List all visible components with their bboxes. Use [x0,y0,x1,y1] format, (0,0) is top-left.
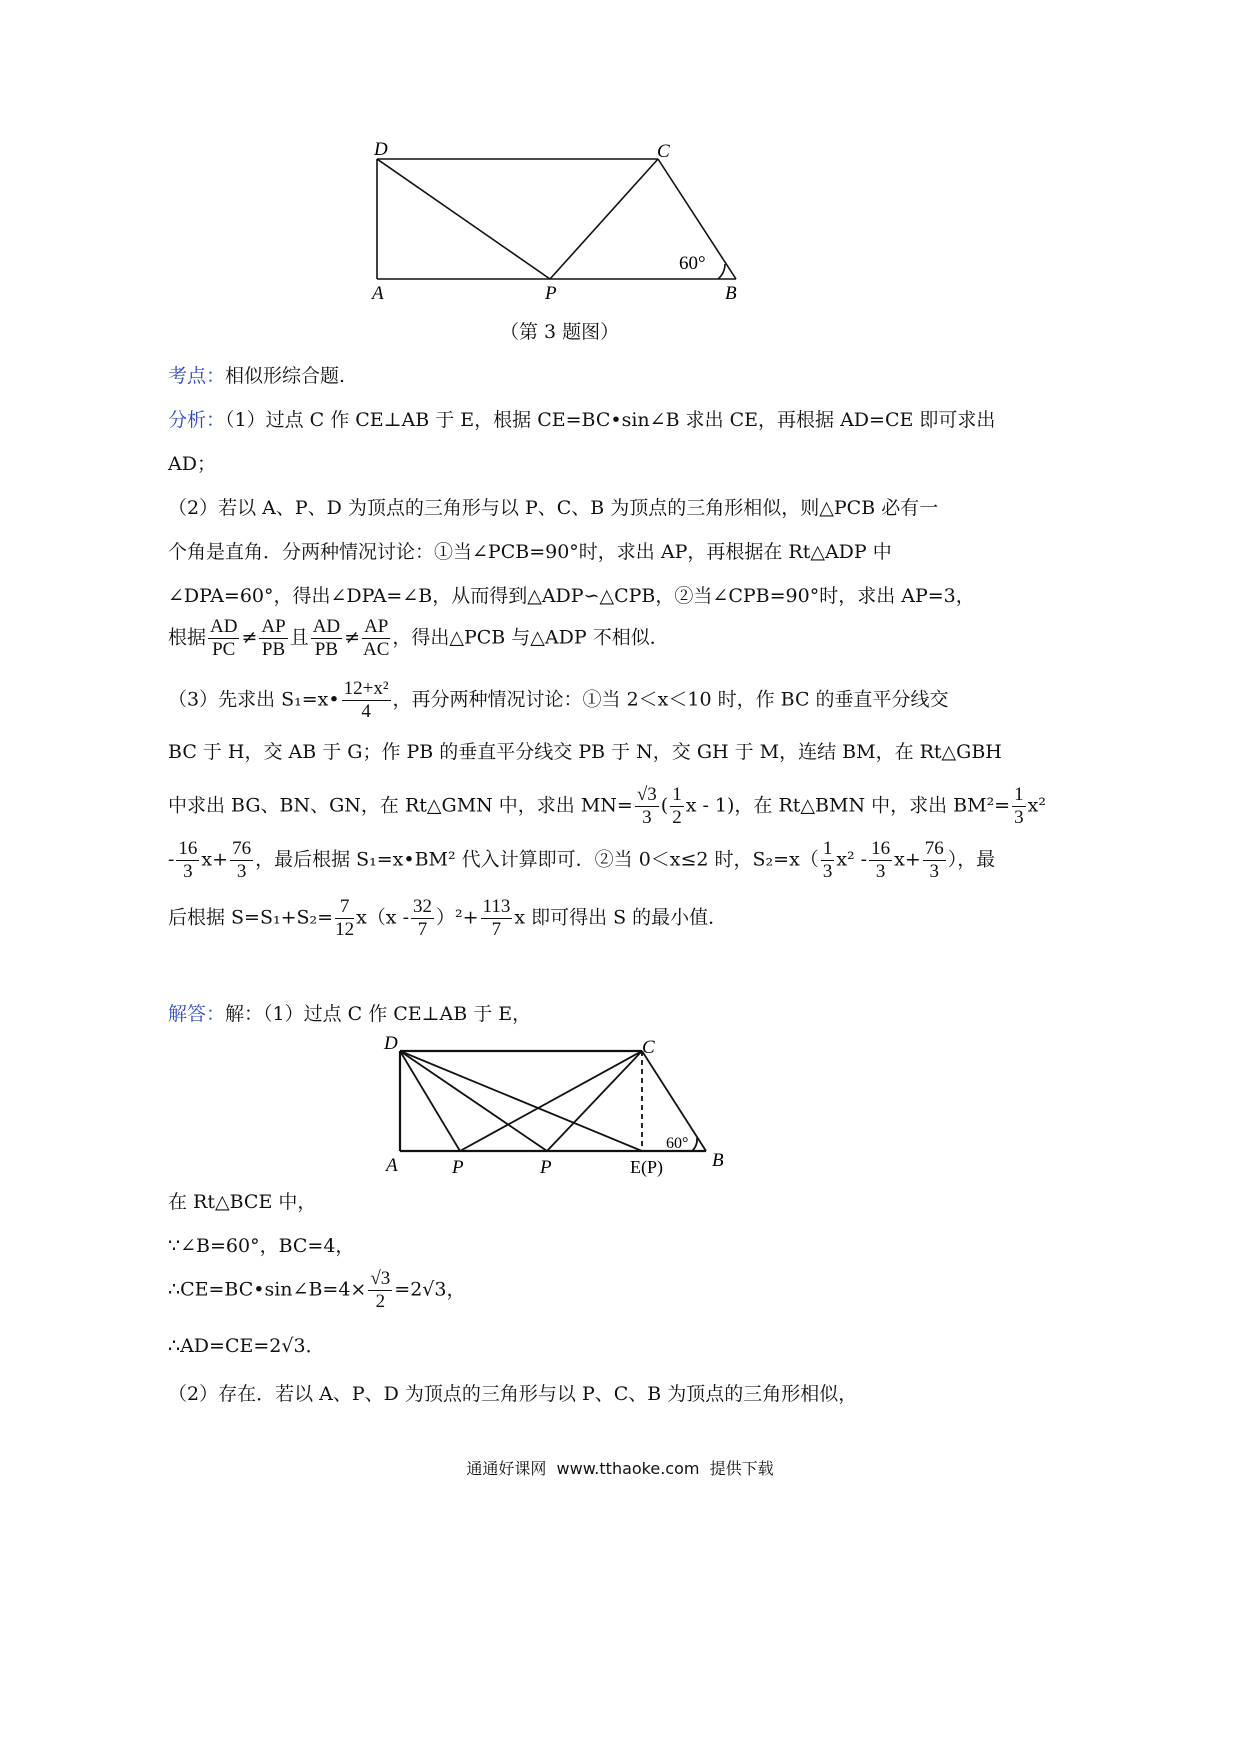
fig2-label-E: E(P) [630,1157,663,1177]
num: 76 [924,838,944,859]
text: x² - [836,848,868,871]
text: （3）先求出 S₁=x• [168,688,340,711]
den: 3 [183,861,193,882]
num: √3 [636,784,657,805]
fenxi-line-10 [168,838,995,883]
frac-ad-pc [208,616,239,661]
num: 1 [1014,784,1024,805]
frac-1-2 [670,784,684,829]
kaodian-line [168,362,345,390]
fenxi-line-11 [168,896,727,941]
frac-32-7 [411,896,434,941]
jieda-line-5: ∴AD=CE=2√3． [168,1335,325,1357]
fig2-label-P2: P [540,1157,552,1178]
text: ，最后根据 S₁=x•BM² 代入计算即可．②当 0＜x≤2 时，S₂=x（ [255,848,819,871]
jieda-line-1 [168,1000,531,1028]
figure-2-diagram [380,1030,740,1180]
text: x+ [201,848,229,871]
fig1-label-A: A [372,283,384,304]
den: PC [212,639,236,660]
num: √3 [370,1268,391,1289]
den: 7 [417,919,428,940]
fenxi-text-1: （1）过点 C 作 CE⊥AB 于 E，根据 CE=BC•sin∠B 求出 CE，再根据 AD=CE 即可求出 [225,409,996,431]
den: 3 [236,861,247,882]
kaodian-tag: 考点： [168,365,226,387]
text: ，得出△PCB 与△ADP 不相似． [392,626,669,649]
frac-r3-2 [368,1268,392,1313]
fig2-label-A: A [386,1155,398,1176]
neq: ≠ [344,626,361,649]
den: 3 [929,861,939,882]
fig2-label-B: B [712,1150,724,1171]
den: PB [314,639,339,660]
den: 3 [875,861,886,882]
jieda-line-2: 在 Rt△BCE 中， [168,1191,317,1213]
den: 4 [361,701,371,722]
fenxi-line-8: BC 于 H，交 AB 于 G；作 PB 的垂直平分线交 PB 于 N，交 GH 于 M，连结 BM，在 Rt△GBH [168,741,1002,763]
fig1-label-B: B [725,283,737,304]
num: 32 [412,896,432,917]
frac-16-3b [869,838,892,883]
frac-r3-3 [635,784,659,829]
text: ( [660,794,669,817]
figure-1-diagram [370,135,770,315]
fenxi-line-7 [168,678,949,723]
den: PB [261,639,286,660]
fenxi-line-5: ∠DPA=60°，得出∠DPA=∠B，从而得到△ADP∽△CPB，②当∠CPB=90°时，求出 AP=3， [168,585,975,607]
fig1-label-D: D [374,139,388,160]
num: AD [312,616,341,637]
frac-ad-pb [311,616,342,661]
frac-12x-4 [342,678,391,723]
fenxi-line-2: AD； [168,453,216,475]
fig2-label-C: C [642,1037,655,1058]
frac-76-3b [923,838,946,883]
text: x 即可得出 S 的最小值． [514,906,728,929]
text: ∴CE=BC•sin∠B=4× [168,1278,367,1301]
frac-ap-pb [259,616,287,661]
text: ，再分两种情况讨论：①当 2＜x＜10 时，作 BC 的垂直平分线交 [392,688,949,711]
text: x - 1)，在 Rt△BMN 中，求出 BM²= [685,794,1011,817]
fig1-label-C: C [657,141,670,162]
frac-1-3 [1012,784,1026,829]
text: x² [1027,794,1046,817]
fenxi-line-9 [168,784,1046,829]
num: AD [210,616,238,637]
den: 2 [672,807,682,828]
text: ）²+ [435,906,479,929]
den: AC [363,639,390,660]
frac-76-3 [230,838,253,883]
num: 16 [871,838,891,859]
text: 后根据 S=S₁+S₂= [168,906,334,929]
jieda-line-4 [168,1268,466,1313]
figure-1-caption: （第 3 题图） [500,321,620,343]
num: AP [364,616,389,637]
text: ），最 [947,848,996,871]
den: 3 [822,861,833,882]
num: 7 [335,896,354,919]
frac-113-7 [481,896,513,941]
frac-7-12 [335,896,354,941]
num: 113 [482,896,511,917]
den: 7 [491,919,502,940]
fenxi-line-6 [168,616,669,661]
fenxi-tag: 分析： [168,409,226,431]
fenxi-line-1 [168,406,995,434]
fig2-label-D: D [384,1033,398,1054]
fenxi-line-4: 个角是直角．分两种情况讨论：①当∠PCB=90°时，求出 AP，再根据在 Rt△ADP 中 [168,541,892,563]
jieda-line-6: （2）存在．若以 A、P、D 为顶点的三角形与以 P、C、B 为顶点的三角形相似， [168,1383,858,1405]
num: 1 [822,838,833,859]
num: 12+x² [343,678,389,699]
jieda-text-1: 解：（1）过点 C 作 CE⊥AB 于 E， [225,1003,532,1025]
jieda-line-3: ∵∠B=60°，BC=4， [168,1235,355,1257]
den: 3 [1014,807,1024,828]
text: =2√3， [394,1278,466,1301]
text: x+ [894,848,921,871]
num: 76 [232,838,252,859]
fig2-label-P1: P [452,1157,464,1178]
frac-ap-ac [362,616,390,661]
text: 根据 [168,626,207,649]
den: 12 [335,919,355,940]
fenxi-line-3: （2）若以 A、P、D 为顶点的三角形与以 P、C、B 为顶点的三角形相似，则△PCB 必有一 [168,497,939,519]
frac-16-3 [176,838,199,883]
jieda-tag: 解答： [168,1003,226,1025]
den: 3 [642,807,652,828]
fig2-angle-label: 60° [666,1135,689,1152]
page-footer: 通通好课网 www.tthaoke.com 提供下载 [466,1459,774,1478]
text: 中求出 BG、BN、GN，在 Rt△GMN 中，求出 MN= [168,794,633,817]
neq: ≠ [241,626,258,649]
num: AP [261,616,286,637]
num: 1 [672,784,682,805]
text: 且 [289,626,309,649]
text: x（x - [356,906,409,929]
den: 2 [375,1291,386,1312]
num: 16 [178,838,198,859]
fig1-angle-label: 60° [679,253,706,274]
fig1-label-P: P [545,283,557,304]
frac-1-3b [821,838,835,883]
text: - [168,848,175,871]
kaodian-text: 相似形综合题. [225,365,346,387]
